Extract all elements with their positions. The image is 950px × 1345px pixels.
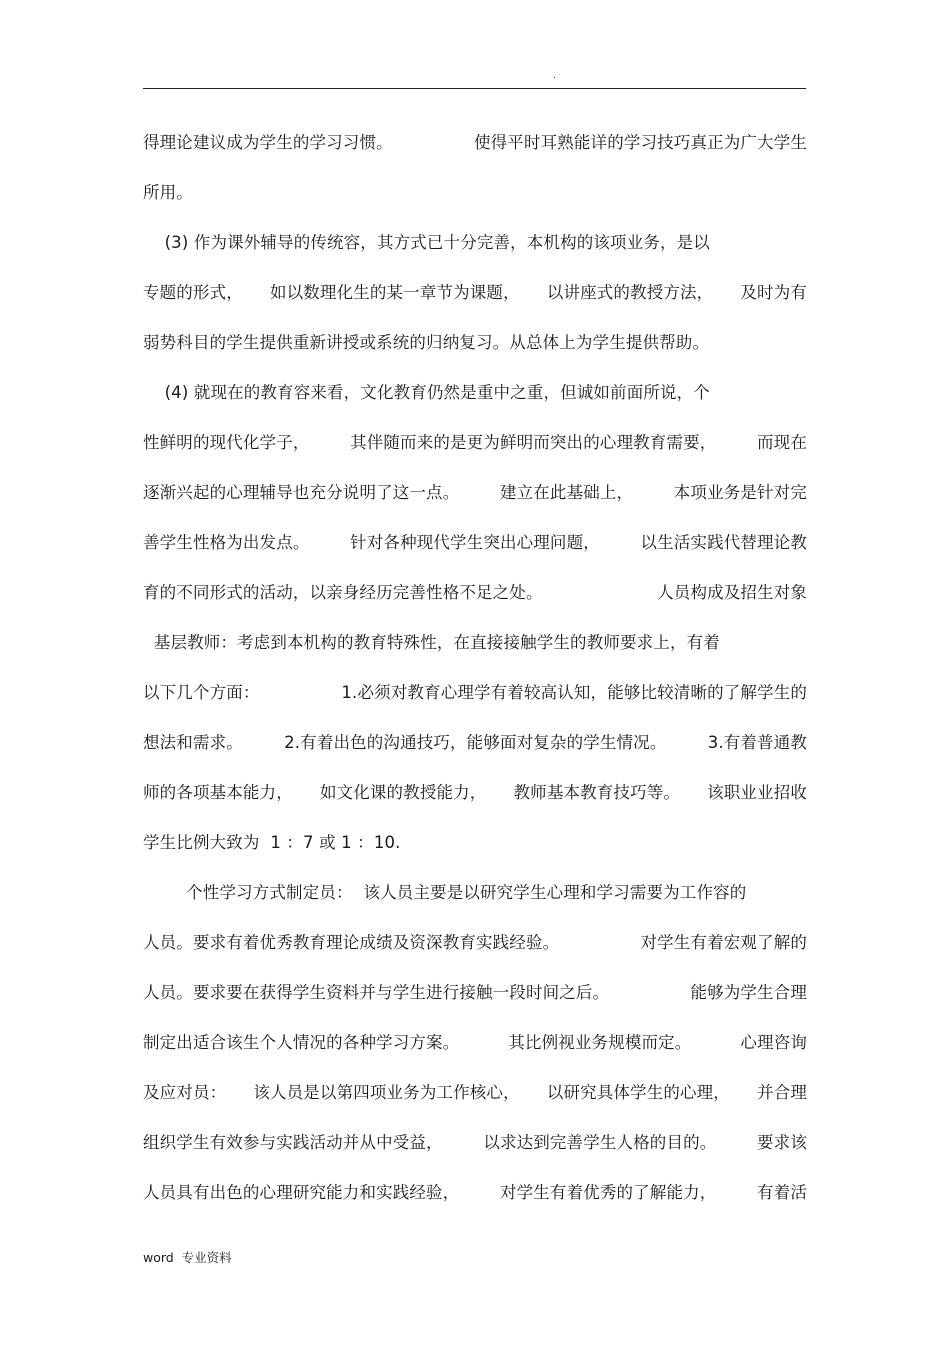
text-segment: 而现在 (757, 433, 807, 452)
text-segment: 使得平时耳熟能详的学习技巧真正为广大学生 (474, 133, 807, 152)
text-segment: 专题的形式， (143, 283, 243, 302)
text-line (143, 471, 807, 521)
text-segment: 要求该 (757, 1133, 807, 1152)
text-line (143, 121, 807, 171)
text-segment: 人员具有出色的心理研究能力和实践经验， (143, 1183, 460, 1202)
text-segment: 如文化课的教授能力， (319, 783, 487, 802)
text-line (143, 221, 807, 271)
text-segment: 基层教师：考虑到本机构的教育特殊性，在直接接触学生的教师要求上，有着 (143, 633, 720, 652)
text-segment: 该职业业招收 (707, 783, 807, 802)
text-line (143, 1121, 807, 1171)
text-segment: 及时为有 (740, 283, 807, 302)
text-segment: 有着活 (757, 1183, 807, 1202)
text-segment: 个性学习方式制定员： 该人员主要是以研究学生心理和学习需要为工作容的 (143, 883, 747, 902)
text-segment: 以讲座式的教授方法， (546, 283, 714, 302)
text-segment: 1.必须对教育心理学有着较高认知，能够比较清晰的了解学生的 (341, 683, 807, 702)
text-segment: 人员构成及招生对象 (657, 583, 807, 602)
text-segment: 教师基本教育技巧等。 (513, 783, 681, 802)
text-segment: 所用。 (143, 183, 193, 202)
text-line (143, 821, 807, 871)
text-segment: 针对各种现代学生突出心理问题， (350, 533, 600, 552)
text-line (143, 321, 807, 371)
text-segment: 其比例视业务规模而定。 (508, 1033, 692, 1052)
text-line (143, 171, 807, 221)
header-mark: . (553, 70, 557, 81)
text-segment: 该人员是以第四项业务为工作核心， (253, 1083, 520, 1102)
text-segment: 人员。要求要在获得学生资料并与学生进行接触一段时间之后。 (143, 983, 610, 1002)
text-segment: 心理咨询 (740, 1033, 807, 1052)
text-segment: 能够为学生合理 (690, 983, 807, 1002)
text-segment: (3) 作为课外辅导的传统容，其方式已十分完善，本机构的该项业务，是以 (143, 233, 710, 252)
text-line (143, 721, 807, 771)
text-segment: 对学生有着宏观了解的 (640, 933, 807, 952)
text-segment: 组织学生有效参与实践活动并从中受益， (143, 1133, 443, 1152)
text-segment: 师的各项基本能力， (143, 783, 293, 802)
text-line (143, 621, 807, 671)
text-line (143, 1021, 807, 1071)
text-segment: 善学生性格为出发点。 (143, 533, 310, 552)
text-line (143, 971, 807, 1021)
text-line (143, 371, 807, 421)
text-segment: 2.有着出色的沟通技巧，能够面对复杂的学生情况。 (284, 733, 667, 752)
text-segment: 3.有着普通教 (707, 733, 807, 752)
header-rule (143, 88, 806, 89)
text-segment: 人员。要求有着优秀教育理论成绩及资深教育实践经验。 (143, 933, 560, 952)
text-segment: 以生活实践代替理论教 (640, 533, 807, 552)
text-line (143, 421, 807, 471)
text-segment: 以求达到完善学生人格的目的。 (483, 1133, 717, 1152)
text-segment: 性鲜明的现代化学子， (143, 433, 310, 452)
text-line (143, 271, 807, 321)
text-segment: 育的不同形式的活动，以亲身经历完善性格不足之处。 (143, 583, 543, 602)
text-segment: 并合理 (757, 1083, 807, 1102)
text-segment: (4) 就现在的教育容来看，文化教育仍然是重中之重，但诚如前面所说，个 (143, 383, 710, 402)
text-segment: 想法和需求。 (143, 733, 243, 752)
text-line (143, 921, 807, 971)
text-segment: 如以数理化生的某一章节为课题， (269, 283, 520, 302)
text-segment: 制定出适合该生个人情况的各种学习方案。 (143, 1033, 460, 1052)
text-segment: 建立在此基础上， (499, 483, 634, 502)
text-segment: 得理论建议成为学生的学习习惯。 (143, 133, 393, 152)
text-segment: 以研究具体学生的心理， (546, 1083, 730, 1102)
text-segment: 其伴随而来的是更为鲜明而突出的心理教育需要， (350, 433, 717, 452)
text-line (143, 1171, 807, 1221)
text-segment: 逐渐兴起的心理辅导也充分说明了这一点。 (143, 483, 460, 502)
text-segment: 弱势科目的学生提供重新讲授或系统的归纳复习。从总体上为学生提供帮助。 (143, 333, 710, 352)
text-line (143, 1071, 807, 1121)
text-segment: 学生比例大致为 1 ：7 或 1 ：10. (143, 833, 401, 852)
text-line (143, 521, 807, 571)
text-line (143, 771, 807, 821)
text-segment: 及应对员： (143, 1083, 227, 1102)
text-segment: 以下几个方面： (143, 683, 260, 702)
text-line (143, 871, 807, 921)
footer-label: word 专业资料 (143, 1250, 232, 1265)
body-text (143, 121, 807, 1221)
text-segment: 本项业务是针对完 (673, 483, 807, 502)
text-line (143, 571, 807, 621)
text-line (143, 671, 807, 721)
text-segment: 对学生有着优秀的了解能力， (499, 1183, 717, 1202)
